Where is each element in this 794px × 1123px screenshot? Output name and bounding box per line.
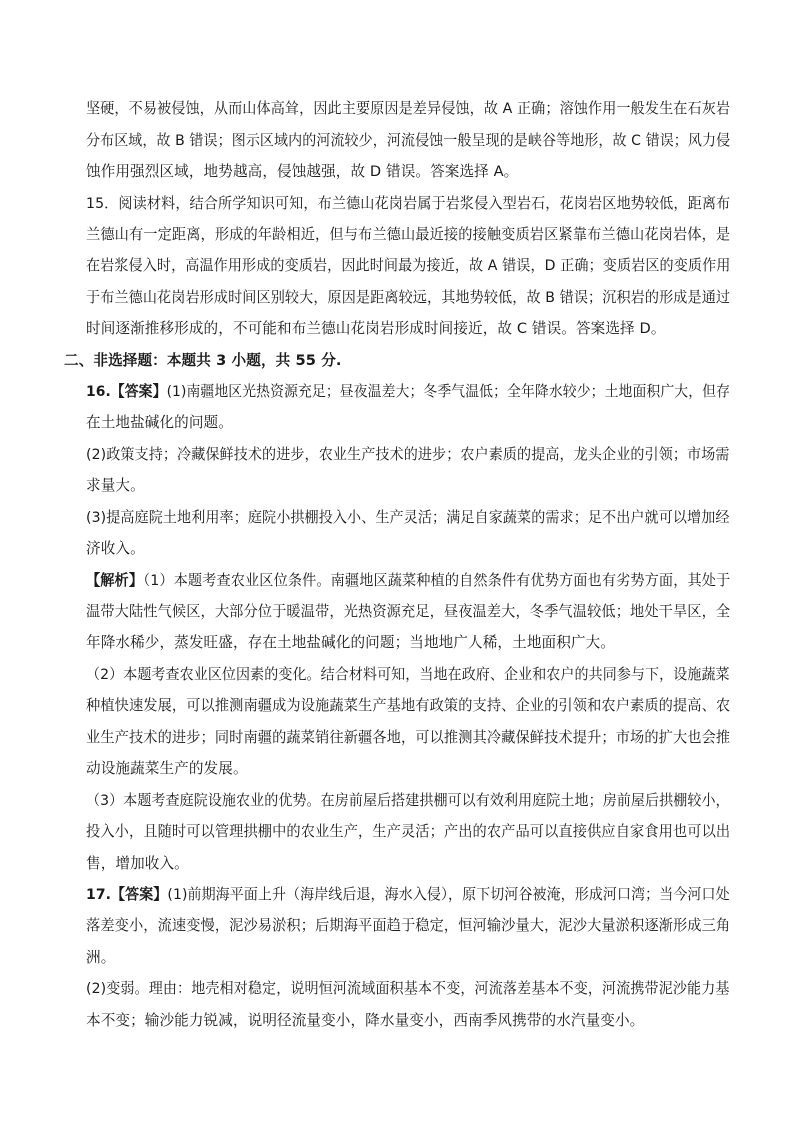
q15-text-line: 兰德山有一定距离，形成的年龄相近，但与布兰德山最近接的接触变质岩区紧靠布兰德山花岗岩体，是 [86,226,731,243]
q17-answer-text: (1)前期海平面上升（海岸线后退，海水入侵），原下切河谷被淹，形成河口湾；当今河口处 [167,886,730,903]
q16-analysis-line: （2）本题考查农业区位因素的变化。结合材料可知，当地在政府、企业和农户的共同参与下，设施蔬菜 [86,666,730,683]
q16-analysis-tag: 【解析】 [86,572,144,589]
q16-analysis-line: 温带大陆性气候区，大部分位于暖温带，光热资源充足，昼夜温差大，冬季气温较低；地处干旱区，全 [86,603,731,620]
q16-answer-line [86,382,730,402]
q17-answer-line: (2)变弱。理由：地壳相对稳定，说明恒河流域面积基本不变，河流落差基本不变，河流携带泥沙能力基 [86,980,730,997]
q15-text-line: 15．阅读材料，结合所学知识可知，布兰德山花岗岩属于岩浆侵入型岩石，花岗岩区地势较低，距离布 [86,195,731,212]
q14-text-line: 坚硬，不易被侵蚀，从而山体高耸，因此主要原因是差异侵蚀，故 A 正确；溶蚀作用一般发生在石灰岩 [86,100,731,117]
q17-answer-line: 落差变小，流速变慢，泥沙易淤积；后期海平面趋于稳定，恒河输沙量大，泥沙大量淤积逐渐形成三角 [86,917,731,934]
q16-analysis-line: 动设施蔬菜生产的发展。 [86,760,248,777]
q16-analysis-line: 售，增加收入。 [86,855,189,872]
q17-answer-line: 洲。 [86,949,116,966]
q14-text-line: 蚀作用强烈区域，地势越高，侵蚀越强，故 D 错误。答案选择 A。 [86,163,519,180]
q16-analysis-line: （3）本题考查庭院设施农业的优势。在房前屋后搭建拱棚可以有效利用庭院土地；房前屋后拱棚较小， [86,792,730,809]
q16-analysis-line: 投入小，且随时可以管理拱棚中的农业生产，生产灵活；产出的农产品可以直接供应自家食用也可以出 [86,823,731,840]
section-heading: 二、非选择题：本题共 3 小题，共 55 分. [64,352,342,369]
q17-answer-line [86,885,730,905]
q16-analysis-line: 年降水稀少，蒸发旺盛，存在土地盐碱化的问题；当地地广人稀，土地面积广大。 [86,634,615,651]
q16-analysis-line: 种植快速发展，可以推测南疆成为设施蔬菜生产基地有政策的支持、企业的引领和农户素质的提高、农 [86,697,731,714]
q17-answer-line: 本不变；输沙能力锐减，说明径流量变小，降水量变小，西南季风携带的水汽量变小。 [86,1012,645,1029]
q15-text-line: 于布兰德山花岗岩形成时间区别较大，原因是距离较远，其地势较低，故 B 错误；沉积岩的形成是通过 [86,289,731,306]
q16-analysis-line [86,571,730,591]
q14-text-line: 分布区域，故 B 错误；图示区域内的河流较少，河流侵蚀一般呈现的是峡谷等地形，故 C 错误；风力侵 [86,132,731,149]
q16-answer-line: (3)提高庭院土地利用率；庭院小拱棚投入小、生产灵活；满足自家蔬菜的需求；足不出户就可以增加经 [86,509,730,526]
q16-answer-tag: 16.【答案】 [86,383,167,400]
q16-answer-line: 在土地盐碱化的问题。 [86,414,233,431]
q17-answer-tag: 17.【答案】 [86,886,168,903]
q16-answer-line: 求量大。 [86,477,145,494]
q16-analysis-line: 业生产技术的进步；同时南疆的蔬菜销往新疆各地，可以推测其冷藏保鲜技术提升；市场的扩大也会推 [86,729,731,746]
q15-text-line: 在岩浆侵入时，高温作用形成的变质岩，因此时间最为接近，故 A 错误，D 正确；变质岩区的变质作用 [86,257,731,274]
q16-answer-text: (1)南疆地区光热资源充足；昼夜温差大；冬季气温低；全年降水较少；土地面积广大，但存 [166,383,731,400]
q16-answer-line: (2)政策支持；冷藏保鲜技术的进步，农业生产技术的进步；农户素质的提高，龙头企业的引领；市场需 [86,446,730,463]
q16-analysis-text: （1）本题考查农业区位条件。南疆地区蔬菜种植的自然条件有优势方面也有劣势方面，其处于 [143,572,731,589]
q15-text-line: 时间逐渐推移形成的，不可能和布兰德山花岗岩形成时间接近，故 C 错误。答案选择 D。 [86,320,666,337]
q16-answer-line: 济收入。 [86,540,145,557]
